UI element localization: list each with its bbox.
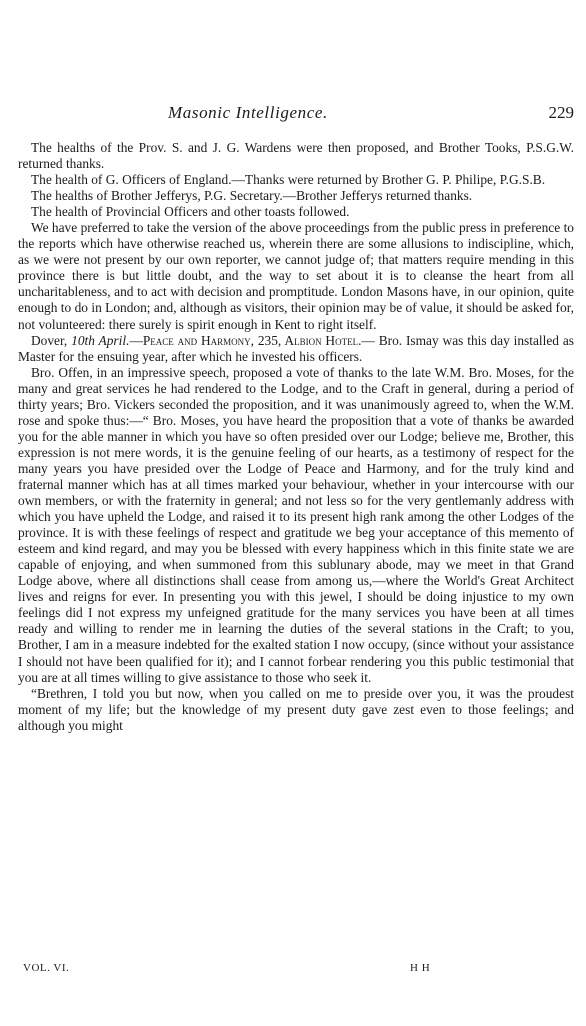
- paragraph-secretary-toast: The healths of Brother Jefferys, P.G. Secretary.—Brother Jefferys returned thanks.: [31, 188, 473, 204]
- signature-mark: H H: [410, 962, 431, 974]
- running-head: [18, 103, 574, 127]
- dover-report-text: Bro. Ismay was this day installed as Master for the ensuing year, after which he invested his officers.: [18, 332, 574, 364]
- paragraph-vote-of-thanks: Bro. Offen, in an impressive speech, proposed a vote of thanks to the late W.M. Bro. Moses, for the many and great services he had rendered to the Lodge, and to the Craft in general, during a period of thirty years; Bro. Vickers seconded the proposition, and it was unanimously agreed to, when the W.M. rose and spoke thus:—“ Bro. Moses, you have heard the proposition that a vote of thanks be awarded you for the able manner in which you have so often presided over our Lodge; believe me, Brother, this expression is not mere words, it is the genuine feeling of our hearts, as a testimony of respect for the many years you have presided over the Lodge of Peace and Harmony, and for the truly kind and fraternal manner which has at all times marked your behaviour, whether in your intercourse with our own members, or with the fraternity in general; and not less so for the very gentlemanly address with which you have upheld the Lodge, and raised it to its present high rank among the other Lodges of the province. It is with these feelings of respect and gratitude we beg your acceptance of this memento of esteem and kind regard, and may you be blessed with every happiness which in this finite state we are capable of enjoying, and when summoned from this sublunary abode, may we meet in that Grand Lodge above, where all distinctions shall cease from among us,—where the World's Great Architect lives and reigns for ever. In presenting you with this jewel, I should be doing injustice to my own feelings did I not express my unfeigned gratitude for the many services you have been at all times ready and willing to render me in learning the duties of the several stations in the Craft; to you, Brother, I am in a measure indebted for the exalted station I now occupy, (since without your assistance I should not have been qualified for it); and I cannot forbear rendering you this public testimonial that you are at all times willing to give assistance to those who seek it.: [18, 364, 574, 685]
- running-title: Masonic Intelligence.: [168, 103, 328, 122]
- dateline-lodge: —Peace and Harmony, 235, Albion Hotel.—: [129, 332, 375, 348]
- page-number: 229: [548, 103, 574, 122]
- article-body: [18, 140, 574, 734]
- page-footer: [18, 962, 574, 978]
- paragraph-wardens-toast: The healths of the Prov. S. and J. G. Wardens were then proposed, and Brother Tooks, P.S.G.W. returned thanks.: [18, 140, 574, 172]
- book-page: [18, 0, 574, 1026]
- dateline-place: Dover,: [31, 332, 68, 348]
- paragraph-editorial-comment: We have preferred to take the version of the above proceedings from the public press in preference to the reports which have otherwise reached us, wherein there are some allusions to indiscipline, which, as we were not present by our own reporter, we cannot judge of; that matters require mending in this province there is but little doubt, and the way to set about it is to cleanse the heart from all uncharitableness, and to act with decision and promptitude. London Masons have, in our opinion, quite enough to do in London; and, although as visitors, their opinion may be of value, it should be asked for, not volunteered: there surely is spirit enough in Kent to right itself.: [18, 220, 574, 332]
- dateline-date: 10th April.: [71, 332, 130, 348]
- volume-label: VOL. VI.: [23, 962, 70, 974]
- paragraph-provincial-officers-toast: The health of Provincial Officers and other toasts followed.: [31, 204, 350, 220]
- paragraph-grand-officers-toast: The health of G. Officers of England.—Thanks were returned by Brother G. P. Philipe, P.G.S.B.: [31, 172, 546, 188]
- paragraph-dover-report: [18, 333, 574, 365]
- paragraph-brethren-address: “Brethren, I told you but now, when you called on me to preside over you, it was the proudest moment of my life; but the knowledge of my present duty gave zest even to those feelings; and although you might: [18, 685, 574, 733]
